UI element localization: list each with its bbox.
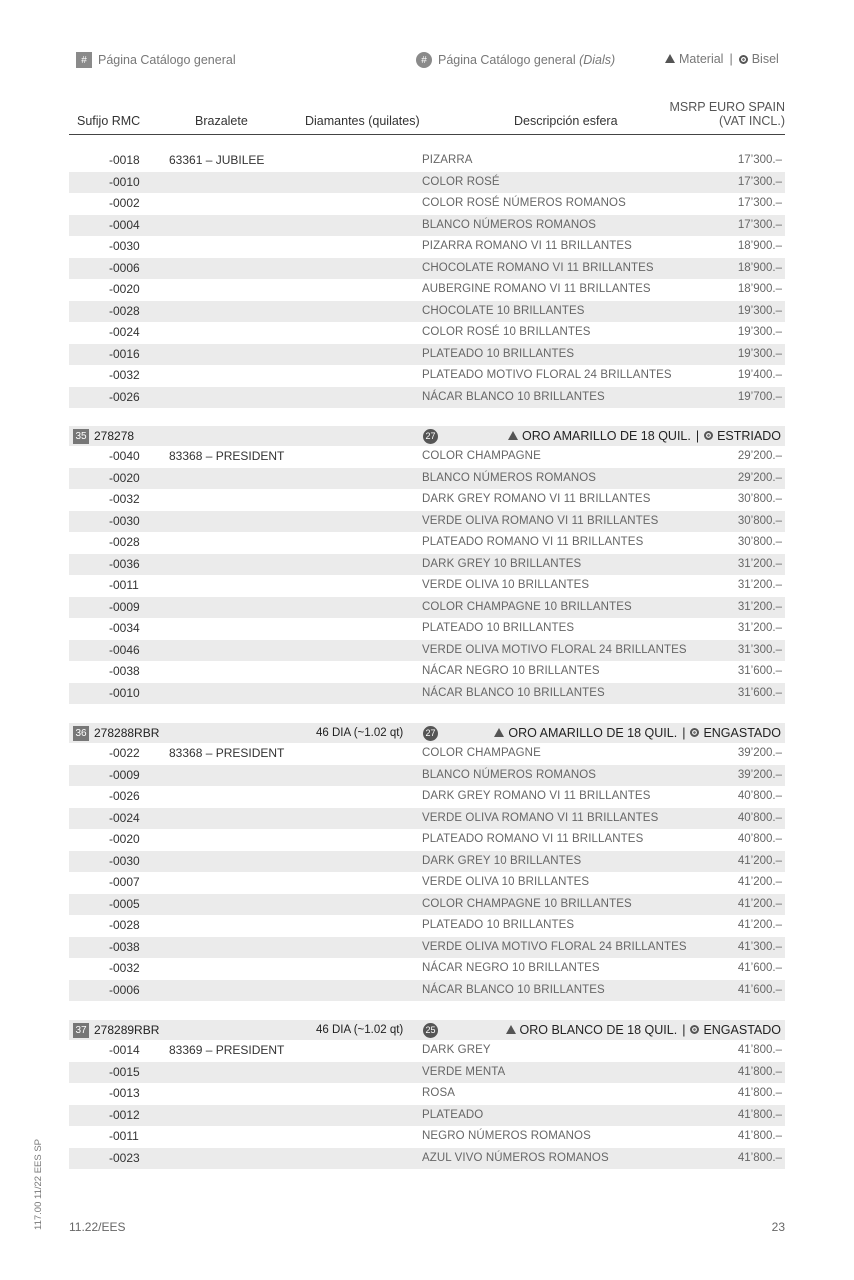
dial-page-badge: 27	[423, 429, 438, 444]
suffix-cell: -0038	[109, 939, 140, 954]
suffix-cell: -0004	[109, 217, 140, 232]
dial-description-cell: PLATEADO 10 BRILLANTES	[422, 919, 575, 931]
table-section-278278	[69, 426, 785, 704]
table-row	[69, 468, 785, 490]
legend-material-bezel	[665, 52, 779, 66]
dial-description-cell: BLANCO NÚMEROS ROMANOS	[422, 768, 597, 781]
suffix-cell: -0002	[109, 196, 140, 210]
price-cell: 41’800.–	[737, 1087, 782, 1099]
dial-description-cell: VERDE OLIVA 10 BRILLANTES	[422, 876, 590, 888]
dial-description-cell: NÁCAR BLANCO 10 BRILLANTES	[422, 686, 605, 699]
reference-number: 278288RBR	[94, 726, 160, 740]
table-section-jubilee	[69, 150, 785, 408]
table-row	[69, 215, 785, 237]
suffix-cell: -0024	[109, 325, 140, 339]
dial-description-cell: COLOR CHAMPAGNE	[422, 450, 541, 462]
table-section-278289rbr	[69, 1020, 785, 1169]
price-cell: 19’300.–	[737, 304, 782, 317]
bracelet-cell: 83369 – PRESIDENT	[169, 1043, 285, 1057]
suffix-cell: -0013	[109, 1086, 140, 1100]
suffix-cell: -0010	[109, 174, 140, 189]
table-row	[69, 937, 785, 959]
dial-description-cell: PLATEADO 10 BRILLANTES	[422, 622, 575, 634]
dial-description-cell: AZUL VIVO NÚMEROS ROMANOS	[422, 1151, 609, 1164]
group-number-badge: 35	[73, 429, 89, 444]
dial-description-cell: DARK GREY ROMANO VI 11 BRILLANTES	[422, 790, 651, 802]
diamond-count: 46 DIA (~1.02 qt)	[316, 1024, 404, 1036]
table-row	[69, 365, 785, 387]
reference-number: 278289RBR	[94, 1023, 160, 1037]
price-cell: 31’300.–	[737, 643, 782, 656]
legend-dials-page	[416, 52, 615, 68]
dial-description-cell: BLANCO NÚMEROS ROMANOS	[422, 471, 597, 484]
table-row	[69, 387, 785, 409]
suffix-cell: -0036	[109, 556, 140, 571]
suffix-cell: -0007	[109, 875, 140, 889]
dial-description-cell: NÁCAR NEGRO 10 BRILLANTES	[422, 665, 600, 677]
suffix-cell: -0032	[109, 492, 140, 506]
suffix-cell: -0034	[109, 621, 140, 635]
material-bezel-info	[506, 1020, 782, 1040]
table-row	[69, 489, 785, 511]
col-diamonds: Diamantes (quilates)	[305, 114, 420, 128]
dial-description-cell: COLOR ROSÉ 10 BRILLANTES	[422, 326, 591, 338]
price-cell: 17’300.–	[737, 154, 782, 166]
table-row	[69, 322, 785, 344]
price-cell: 30’800.–	[737, 514, 782, 527]
price-cell: 31’200.–	[737, 557, 782, 570]
dial-description-cell: COLOR CHAMPAGNE 10 BRILLANTES	[422, 600, 632, 613]
hash-square-icon: #	[76, 52, 92, 68]
price-cell: 30’800.–	[737, 493, 782, 505]
price-cell: 29’200.–	[737, 450, 782, 462]
price-cell: 40’800.–	[737, 833, 782, 845]
suffix-cell: -0046	[109, 642, 140, 657]
material-icon	[506, 1025, 516, 1034]
suffix-cell: -0026	[109, 389, 140, 404]
price-cell: 31’200.–	[737, 622, 782, 634]
footer-edition: 11.22/EES	[69, 1220, 126, 1234]
suffix-cell: -0020	[109, 470, 140, 485]
price-cell: 17’300.–	[737, 175, 782, 188]
legend-bezel-label: Bisel	[751, 52, 779, 66]
bracelet-cell: 63361 – JUBILEE	[169, 153, 265, 167]
dial-description-cell: COLOR ROSÉ NÚMEROS ROMANOS	[422, 197, 626, 209]
price-cell: 31’600.–	[737, 665, 782, 677]
legend-dials-page-label: Página Catálogo general	[438, 53, 576, 67]
dial-description-cell: DARK GREY	[422, 1044, 491, 1056]
price-cell: 19’300.–	[737, 326, 782, 338]
price-cell: 41’200.–	[737, 854, 782, 867]
dial-description-cell: PLATEADO ROMANO VI 11 BRILLANTES	[422, 536, 644, 548]
dial-description-cell: PLATEADO 10 BRILLANTES	[422, 347, 575, 360]
price-cell: 29’200.–	[737, 471, 782, 484]
table-row	[69, 150, 785, 172]
suffix-cell: -0022	[109, 746, 140, 760]
dial-description-cell: NEGRO NÚMEROS ROMANOS	[422, 1130, 591, 1142]
col-suffix: Sufijo RMC	[77, 114, 141, 128]
material-icon	[494, 728, 504, 737]
price-cell: 41’800.–	[737, 1130, 782, 1142]
price-cell: 19’700.–	[737, 390, 782, 403]
suffix-cell: -0011	[109, 578, 139, 592]
material-bezel-info	[508, 426, 781, 446]
table-row	[69, 258, 785, 280]
suffix-cell: -0006	[109, 982, 140, 997]
price-cell: 39’200.–	[737, 747, 782, 759]
bezel-text: ESTRIADO	[717, 429, 781, 443]
table-row	[69, 683, 785, 705]
table-row	[69, 1062, 785, 1084]
table-row	[69, 344, 785, 366]
price-cell: 41’800.–	[737, 1108, 782, 1121]
dial-description-cell: COLOR CHAMPAGNE 10 BRILLANTES	[422, 897, 632, 910]
group-header	[69, 1020, 785, 1040]
material-separator: |	[682, 1023, 686, 1037]
dial-description-cell: AUBERGINE ROMANO VI 11 BRILLANTES	[422, 283, 651, 295]
suffix-cell: -0032	[109, 961, 140, 975]
col-bracelet: Brazalete	[195, 114, 248, 128]
suffix-cell: -0020	[109, 832, 140, 846]
price-cell: 19’400.–	[737, 369, 782, 381]
diamond-count: 46 DIA (~1.02 qt)	[316, 727, 404, 739]
bezel-icon	[690, 1025, 699, 1034]
price-cell: 41’800.–	[737, 1151, 782, 1164]
dial-description-cell: COLOR CHAMPAGNE	[422, 747, 541, 759]
price-cell: 19’300.–	[737, 347, 782, 360]
dial-description-cell: VERDE OLIVA ROMANO VI 11 BRILLANTES	[422, 514, 659, 527]
dial-description-cell: VERDE OLIVA ROMANO VI 11 BRILLANTES	[422, 811, 659, 824]
dial-description-cell: NÁCAR BLANCO 10 BRILLANTES	[422, 390, 605, 403]
price-cell: 31’200.–	[737, 600, 782, 613]
group-number-badge: 36	[73, 726, 89, 741]
dial-description-cell: ROSA	[422, 1087, 455, 1099]
material-separator: |	[695, 429, 700, 443]
material-separator: |	[682, 726, 686, 740]
legend-catalog-page	[76, 52, 236, 68]
bezel-icon	[690, 728, 699, 737]
legend-catalog-page-label: Página Catálogo general	[98, 53, 236, 67]
table-row	[69, 1148, 785, 1170]
group-header	[69, 426, 785, 446]
suffix-cell: -0023	[109, 1150, 140, 1165]
bezel-icon	[739, 55, 748, 64]
dial-page-badge: 25	[423, 1023, 438, 1038]
table-row	[69, 597, 785, 619]
suffix-cell: -0030	[109, 239, 140, 253]
suffix-cell: -0009	[109, 599, 140, 614]
table-header	[69, 100, 785, 135]
col-dial: Descripción esfera	[514, 114, 618, 128]
table-row	[69, 575, 785, 597]
price-cell: 18’900.–	[737, 283, 782, 295]
price-cell: 30’800.–	[737, 536, 782, 548]
dial-description-cell: NÁCAR BLANCO 10 BRILLANTES	[422, 983, 605, 996]
table-row	[69, 872, 785, 894]
dial-description-cell: CHOCOLATE ROMANO VI 11 BRILLANTES	[422, 261, 654, 274]
suffix-cell: -0032	[109, 368, 140, 382]
price-cell: 17’300.–	[737, 218, 782, 231]
dial-description-cell: PLATEADO ROMANO VI 11 BRILLANTES	[422, 833, 644, 845]
legend-separator: |	[729, 52, 733, 66]
col-price-line2: (VAT INCL.)	[719, 114, 785, 128]
dial-description-cell: DARK GREY 10 BRILLANTES	[422, 854, 582, 867]
suffix-cell: -0018	[109, 153, 140, 167]
table-row	[69, 786, 785, 808]
table-row	[69, 829, 785, 851]
price-cell: 41’800.–	[737, 1065, 782, 1078]
suffix-cell: -0014	[109, 1043, 140, 1057]
table-row	[69, 661, 785, 683]
bezel-text: ENGASTADO	[703, 1023, 781, 1037]
table-row	[69, 236, 785, 258]
table-row	[69, 1105, 785, 1127]
table-row	[69, 172, 785, 194]
dial-description-cell: VERDE MENTA	[422, 1065, 506, 1078]
price-cell: 31’600.–	[737, 686, 782, 699]
price-cell: 41’800.–	[737, 1044, 782, 1056]
table-row	[69, 640, 785, 662]
table-row	[69, 446, 785, 468]
price-cell: 41’600.–	[737, 983, 782, 996]
suffix-cell: -0010	[109, 685, 140, 700]
suffix-cell: -0011	[109, 1129, 139, 1143]
table-row	[69, 554, 785, 576]
suffix-cell: -0009	[109, 767, 140, 782]
dial-description-cell: VERDE OLIVA MOTIVO FLORAL 24 BRILLANTES	[422, 643, 687, 656]
table-row	[69, 743, 785, 765]
table-row	[69, 915, 785, 937]
table-row	[69, 894, 785, 916]
table-row	[69, 765, 785, 787]
dial-description-cell: NÁCAR NEGRO 10 BRILLANTES	[422, 962, 600, 974]
dial-description-cell: PLATEADO	[422, 1108, 484, 1121]
reference-number: 278278	[94, 429, 135, 443]
price-cell: 41’300.–	[737, 940, 782, 953]
table-row	[69, 958, 785, 980]
col-price	[669, 100, 785, 128]
table-row	[69, 279, 785, 301]
price-cell: 17’300.–	[737, 197, 782, 209]
price-cell: 41’200.–	[737, 919, 782, 931]
price-cell: 41’200.–	[737, 897, 782, 910]
table-row	[69, 618, 785, 640]
material-text: ORO AMARILLO DE 18 QUIL.	[508, 726, 678, 740]
dial-description-cell: COLOR ROSÉ	[422, 175, 500, 188]
material-bezel-info	[494, 723, 781, 743]
suffix-cell: -0020	[109, 282, 140, 296]
price-cell: 41’600.–	[737, 962, 782, 974]
table-row	[69, 980, 785, 1002]
group-header	[69, 723, 785, 743]
suffix-cell: -0012	[109, 1107, 140, 1122]
table-row	[69, 301, 785, 323]
material-text: ORO BLANCO DE 18 QUIL.	[519, 1023, 678, 1037]
legend-dials-italic: (Dials)	[579, 53, 616, 67]
suffix-cell: -0015	[109, 1064, 140, 1079]
bracelet-cell: 83368 – PRESIDENT	[169, 449, 285, 463]
suffix-cell: -0026	[109, 789, 140, 803]
suffix-cell: -0030	[109, 513, 140, 528]
bracelet-cell: 83368 – PRESIDENT	[169, 746, 285, 760]
dial-description-cell: PIZARRA	[422, 154, 473, 166]
group-number-badge: 37	[73, 1023, 89, 1038]
table-section-278288rbr	[69, 723, 785, 1001]
suffix-cell: -0006	[109, 260, 140, 275]
hash-circle-icon: #	[416, 52, 432, 68]
table-row	[69, 808, 785, 830]
material-icon	[665, 54, 675, 63]
material-text: ORO AMARILLO DE 18 QUIL.	[522, 429, 691, 443]
suffix-cell: -0030	[109, 853, 140, 868]
dial-description-cell: BLANCO NÚMEROS ROMANOS	[422, 218, 597, 231]
suffix-cell: -0028	[109, 303, 140, 318]
suffix-cell: -0024	[109, 810, 140, 825]
dial-description-cell: DARK GREY 10 BRILLANTES	[422, 557, 582, 570]
dial-description-cell: VERDE OLIVA 10 BRILLANTES	[422, 579, 590, 591]
price-cell: 39’200.–	[737, 768, 782, 781]
price-cell: 31’200.–	[737, 579, 782, 591]
dial-description-cell: DARK GREY ROMANO VI 11 BRILLANTES	[422, 493, 651, 505]
material-icon	[508, 431, 518, 440]
table-row	[69, 1083, 785, 1105]
price-cell: 18’900.–	[737, 261, 782, 274]
price-cell: 41’200.–	[737, 876, 782, 888]
price-cell: 18’900.–	[737, 240, 782, 252]
table-row	[69, 851, 785, 873]
dial-description-cell: PLATEADO MOTIVO FLORAL 24 BRILLANTES	[422, 369, 672, 381]
bezel-text: ENGASTADO	[703, 726, 781, 740]
side-code: 117.00 11/22 EES SP	[33, 1138, 44, 1230]
suffix-cell: -0040	[109, 449, 140, 463]
dial-description-cell: CHOCOLATE 10 BRILLANTES	[422, 304, 585, 317]
page-number: 23	[771, 1220, 785, 1234]
table-row	[69, 1040, 785, 1062]
suffix-cell: -0038	[109, 664, 140, 678]
table-row	[69, 193, 785, 215]
dial-page-badge: 27	[423, 726, 438, 741]
col-price-line1: MSRP EURO SPAIN	[669, 100, 785, 114]
suffix-cell: -0028	[109, 918, 140, 932]
price-cell: 40’800.–	[737, 790, 782, 802]
table-row	[69, 1126, 785, 1148]
suffix-cell: -0016	[109, 346, 140, 361]
suffix-cell: -0028	[109, 535, 140, 549]
dial-description-cell: VERDE OLIVA MOTIVO FLORAL 24 BRILLANTES	[422, 940, 687, 953]
legend-material-label: Material	[679, 52, 724, 66]
price-cell: 40’800.–	[737, 811, 782, 824]
table-row	[69, 511, 785, 533]
table-row	[69, 532, 785, 554]
bezel-icon	[704, 431, 713, 440]
dial-description-cell: PIZARRA ROMANO VI 11 BRILLANTES	[422, 240, 632, 252]
suffix-cell: -0005	[109, 896, 140, 911]
